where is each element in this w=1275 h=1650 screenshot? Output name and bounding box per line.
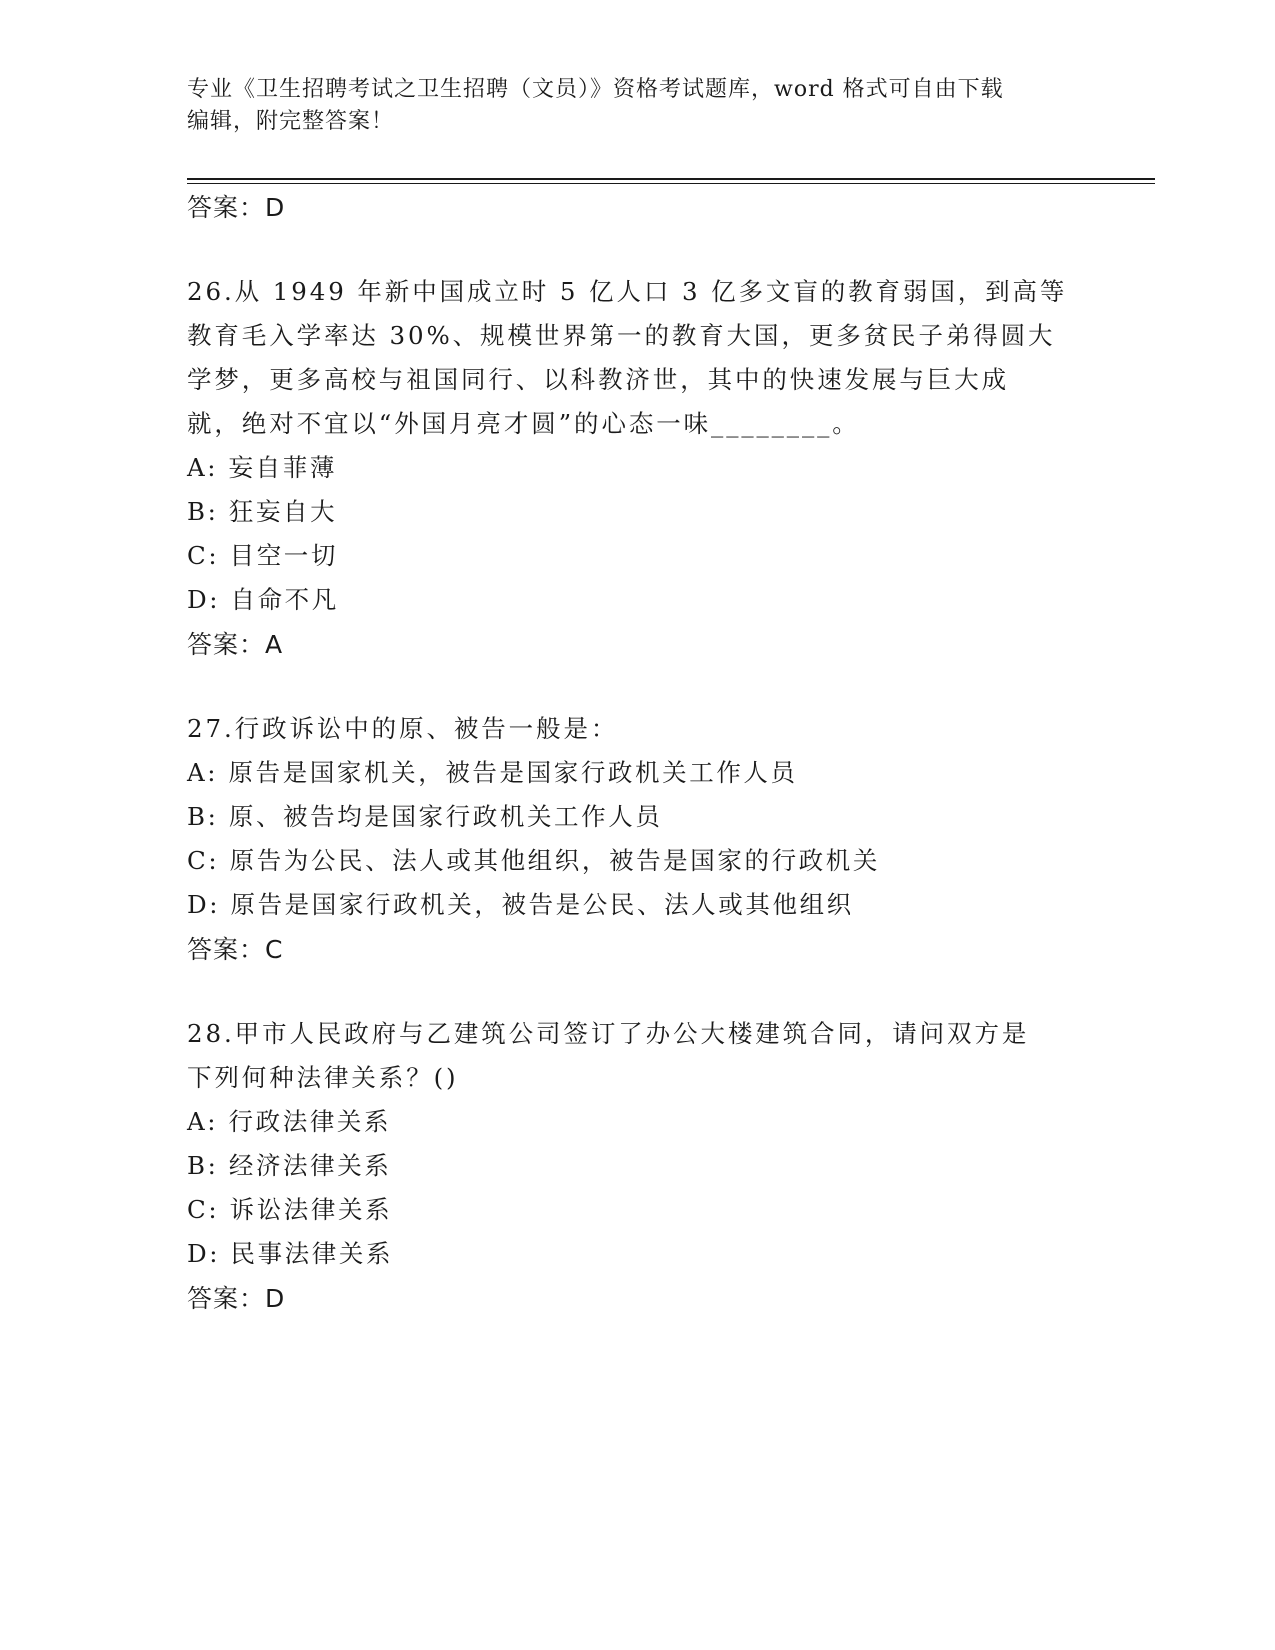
question-26-option-a: A: 妄自菲薄: [187, 453, 337, 482]
question-28-option-d: D: 民事法律关系: [187, 1239, 394, 1268]
question-28-option-c: C: 诉讼法律关系: [187, 1195, 393, 1224]
question-26-option-b: B: 狂妄自大: [187, 497, 338, 526]
question-26-stem-line-2: 教育毛入学率达 30%、规模世界第一的教育大国，更多贫民子弟得圆大: [187, 321, 1056, 350]
question-28-option-a: A: 行政法律关系: [187, 1107, 392, 1136]
question-27-option-b: B: 原、被告均是国家行政机关工作人员: [187, 802, 663, 831]
question-27-stem-line-1: 27.行政诉讼中的原、被告一般是：: [187, 714, 619, 743]
header-line-2: 编辑，附完整答案！: [187, 109, 395, 134]
question-28-option-b: B: 经济法律关系: [187, 1151, 392, 1180]
question-28-answer: 答案：D: [187, 1284, 286, 1313]
question-26-option-d: D: 自命不凡: [187, 585, 339, 614]
header-divider-thick: [187, 178, 1155, 180]
question-27-option-d: D: 原告是国家行政机关，被告是公民、法人或其他组织: [187, 890, 854, 919]
question-26-stem-line-4: 就，绝对不宜以“外国月亮才圆”的心态一味________。: [187, 409, 860, 438]
question-26-stem-line-3: 学梦，更多高校与祖国同行、以科教济世，其中的快速发展与巨大成: [187, 365, 1009, 394]
question-28-stem-line-1: 28.甲市人民政府与乙建筑公司签订了办公大楼建筑合同，请问双方是: [187, 1019, 1030, 1048]
header-divider-thin: [187, 183, 1155, 184]
question-27-option-a: A: 原告是国家机关，被告是国家行政机关工作人员: [187, 758, 798, 787]
question-27-answer: 答案：C: [187, 935, 284, 964]
question-27-option-c: C: 原告为公民、法人或其他组织，被告是国家的行政机关: [187, 846, 880, 875]
question-28-stem-line-2: 下列何种法律关系？(): [187, 1063, 459, 1092]
previous-answer: 答案：D: [187, 193, 286, 222]
question-26-option-c: C: 目空一切: [187, 541, 338, 570]
question-26-answer: 答案：A: [187, 630, 284, 659]
header-line-1: 专业《卫生招聘考试之卫生招聘（文员）》资格考试题库，word 格式可自由下载: [187, 77, 1004, 102]
page-header: [187, 74, 1087, 138]
question-26-stem-line-1: 26.从 1949 年新中国成立时 5 亿人口 3 亿多文盲的教育弱国，到高等: [187, 277, 1068, 306]
